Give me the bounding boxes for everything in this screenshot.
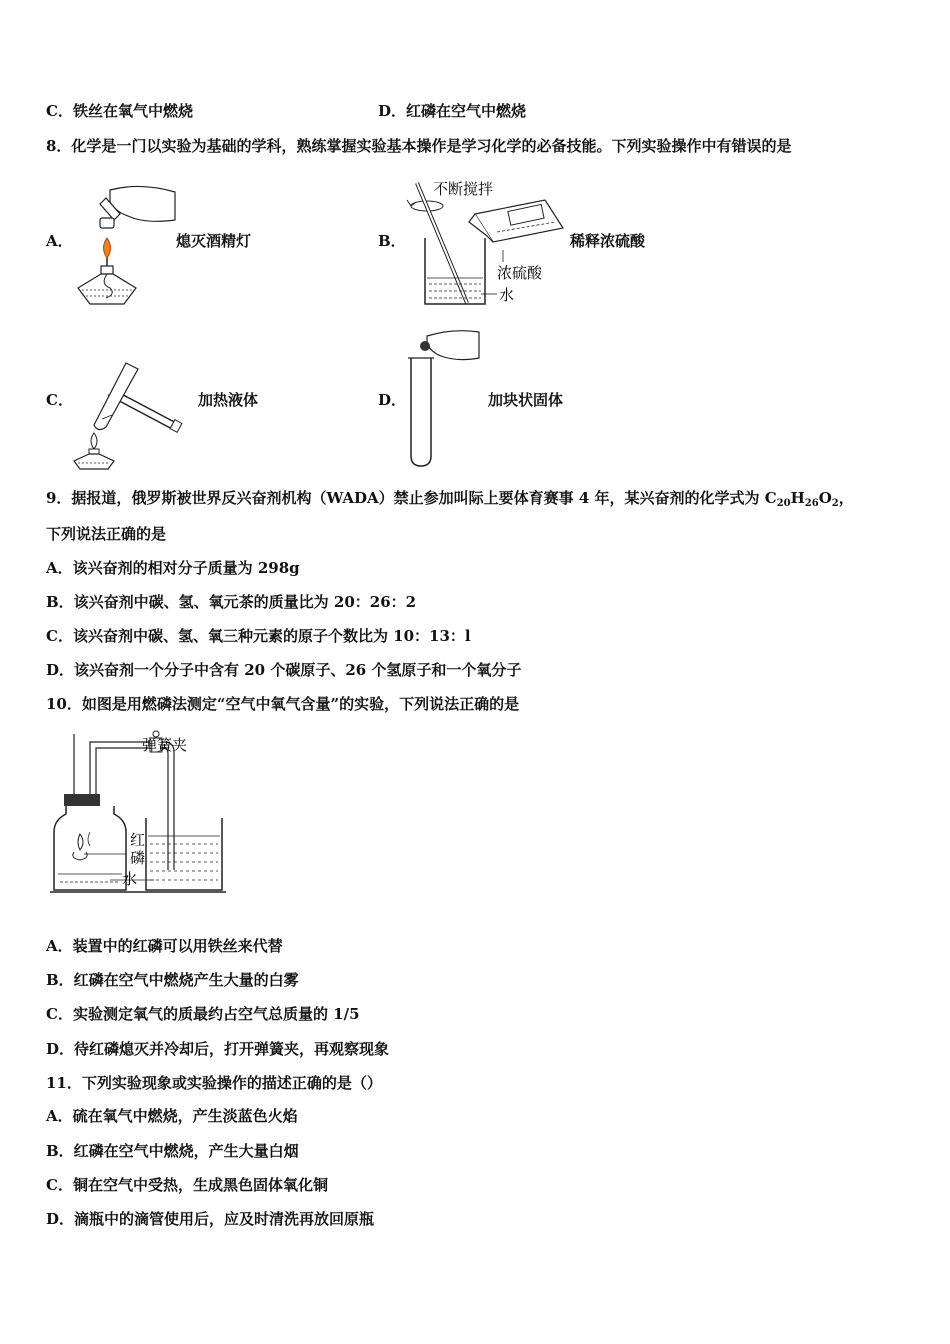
q8-option-d-caption: 加块状固体 xyxy=(488,391,564,409)
q8-option-a-letter: A． xyxy=(46,232,73,250)
q8-option-b-letter: B． xyxy=(378,232,406,250)
label-water: 水 xyxy=(122,870,138,888)
q7-option-c: C．铁丝在氧气中燃烧 xyxy=(46,102,193,120)
q8-option-c-letter: C． xyxy=(46,391,73,409)
q9-option-a: A．该兴奋剂的相对分子质量为 298g xyxy=(46,559,300,577)
q9-stem: 9．据报道，俄罗斯被世界反兴奋剂机构（WADA）禁止参加叫际上要体育赛事 4 年，某兴奋剂的化学式为 $C_{20}H_{26}O_2$， xyxy=(46,489,854,509)
q10-option-d: D．待红磷熄灭并冷却后，打开弹簧夹，再观察现象 xyxy=(46,1040,390,1058)
q11-option-b: B．红磷在空气中燃烧，产生大量白烟 xyxy=(46,1142,299,1160)
q8-option-c-caption: 加热液体 xyxy=(198,391,259,409)
q11-option-a: A．硫在氧气中燃烧，产生淡蓝色火焰 xyxy=(46,1107,298,1125)
q10-stem: 10．如图是用燃磷法测定“空气中氧气含量”的实验，下列说法正确的是 xyxy=(46,695,520,713)
q10-option-b: B．红磷在空气中燃烧产生大量的白雾 xyxy=(46,971,299,989)
q8-stem: 8．化学是一门以实验为基础的学科，熟练掌握实验基本操作是学习化学的必备技能。下列实验操作中有错误的是 xyxy=(46,137,792,155)
q10-option-a: A．装置中的红磷可以用铁丝来代替 xyxy=(46,937,283,955)
dilute-sulfuric-acid-figure xyxy=(405,178,575,308)
label-phos2: 磷 xyxy=(130,849,146,867)
q11-stem: 11．下列实验现象或实验操作的描述正确的是（） xyxy=(46,1074,382,1092)
q7-option-d: D．红磷在空气中燃烧 xyxy=(378,102,527,120)
q9-option-d: D．该兴奋剂一个分子中含有 20 个碳原子、26 个氢原子和一个氧分子 xyxy=(46,661,522,679)
label-phos1: 红 xyxy=(130,831,146,849)
label-acid: 浓硫酸 xyxy=(497,264,543,282)
label-stir: 不断搅拌 xyxy=(433,180,494,198)
label-water: 水 xyxy=(499,286,515,304)
alcohol-lamp-extinguish-figure xyxy=(70,180,180,305)
q9-option-c: C．该兴奋剂中碳、氢、氧三种元素的原子个数比为 10：13：l xyxy=(46,627,471,645)
q11-option-d: D．滴瓶中的滴管使用后，应及时清洗再放回原瓶 xyxy=(46,1210,375,1228)
q8-option-a-caption: 熄灭酒精灯 xyxy=(176,232,252,250)
heat-liquid-figure xyxy=(68,355,188,470)
q10-option-c: C．实验测定氧气的质最约占空气总质量的 1/5 xyxy=(46,1005,360,1023)
q11-option-c: C．铜在空气中受热，生成黑色固体氧化铜 xyxy=(46,1176,328,1194)
q8-option-b-caption: 稀释浓硫酸 xyxy=(570,232,646,250)
q9-option-b: B．该兴奋剂中碳、氢、氧元茶的质量比为 20：26：2 xyxy=(46,593,417,611)
q8-option-d-letter: D． xyxy=(378,391,407,409)
label-clamp: 弹簧夹 xyxy=(142,736,188,754)
add-solid-figure xyxy=(405,328,485,468)
phosphorus-oxygen-apparatus-figure xyxy=(50,732,230,897)
q9-stem-line2: 下列说法正确的是 xyxy=(46,525,167,543)
